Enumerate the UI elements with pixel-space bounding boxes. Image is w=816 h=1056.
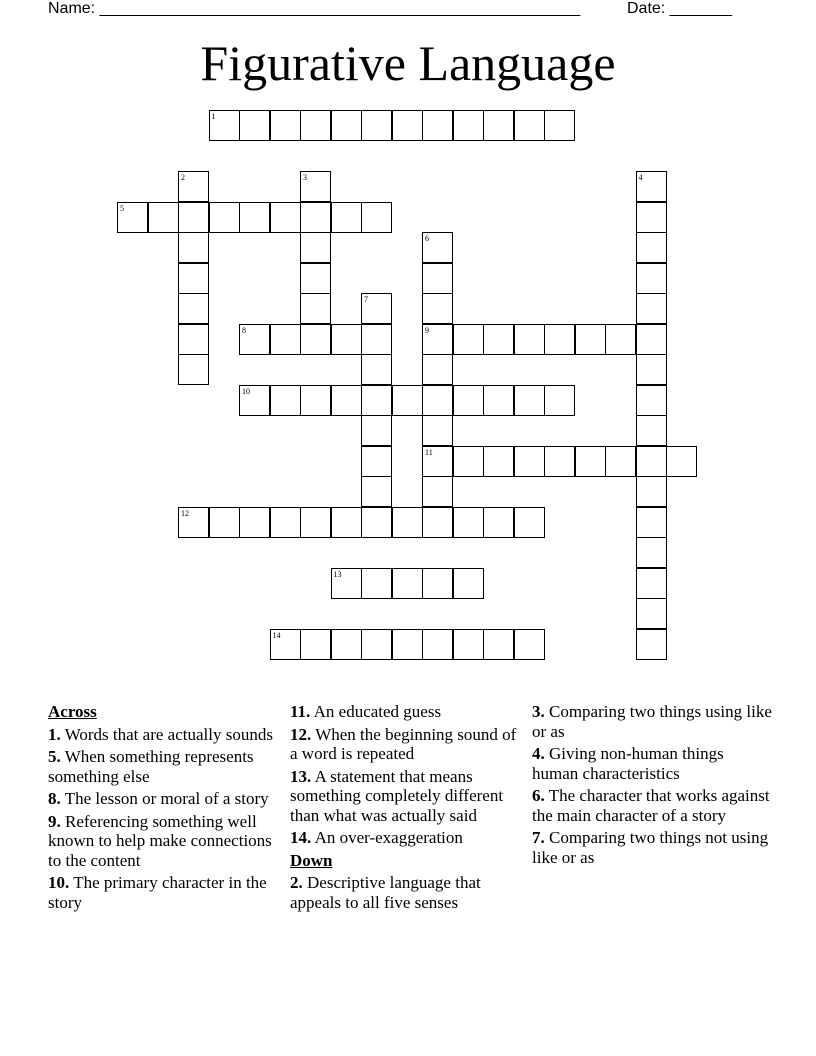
clue-number: 7. [532, 828, 545, 847]
grid-cell[interactable] [392, 568, 423, 599]
clue-number-label: 13 [333, 569, 342, 579]
grid-cell[interactable] [483, 446, 514, 477]
grid-cell[interactable] [331, 507, 362, 538]
grid-cell[interactable] [544, 110, 575, 141]
grid-cell[interactable] [422, 263, 453, 294]
grid-cell[interactable] [361, 354, 392, 385]
clue-across-11 [290, 702, 528, 722]
clue-text: Giving non-human things human characteristics [532, 744, 724, 783]
clue-across-9 [48, 812, 284, 871]
clue-number: 3. [532, 702, 545, 721]
grid-cell[interactable] [300, 263, 331, 294]
clue-number: 2. [290, 873, 303, 892]
clue-down-7 [532, 828, 772, 867]
grid-cell[interactable] [209, 110, 240, 141]
clue-number-label: 12 [181, 508, 189, 518]
grid-cell[interactable] [331, 110, 362, 141]
clue-text: When the beginning sound of a word is repeated [290, 724, 517, 763]
grid-cell[interactable] [422, 354, 453, 385]
grid-cell[interactable] [300, 507, 331, 538]
grid-cell[interactable] [361, 293, 392, 324]
clue-number: 9. [48, 811, 61, 831]
clue-across-8 [48, 789, 284, 809]
grid-cell[interactable] [422, 476, 453, 507]
grid-cell[interactable] [483, 324, 514, 355]
clue-number: 5. [48, 747, 61, 766]
grid-cell[interactable] [239, 385, 270, 416]
grid-cell[interactable] [361, 629, 392, 660]
clue-number: 8. [48, 789, 61, 808]
clue-number-label: 3 [303, 173, 307, 182]
grid-cell[interactable] [392, 629, 423, 660]
clue-text: Comparing two things not using like or as [532, 828, 769, 867]
clue-number: 10. [48, 873, 70, 892]
grid-cell[interactable] [178, 354, 209, 385]
grid-cell[interactable] [575, 324, 606, 355]
grid-cell[interactable] [636, 446, 667, 477]
clue-text: The primary character in the story [48, 873, 267, 912]
grid-cell[interactable] [392, 110, 423, 141]
grid-cell[interactable] [453, 507, 484, 538]
grid-cell[interactable] [422, 507, 453, 538]
grid-cell[interactable] [300, 110, 331, 141]
across-heading: Across [48, 702, 97, 721]
clue-down-6 [532, 786, 772, 825]
clue-number-label: 4 [638, 173, 643, 182]
clue-text: Descriptive language that appeals to all five senses [290, 873, 481, 912]
clue-number: 13. [290, 766, 312, 786]
grid-cell[interactable] [544, 385, 575, 416]
clue-text: The lesson or moral of a story [64, 789, 269, 808]
grid-cell[interactable] [636, 415, 667, 446]
grid-cell[interactable] [666, 446, 697, 477]
grid-cell[interactable] [422, 324, 453, 355]
clue-number-label: 7 [364, 295, 368, 304]
grid-cell[interactable] [178, 232, 209, 263]
grid-cell[interactable] [178, 171, 209, 202]
grid-cell[interactable] [636, 324, 667, 355]
clue-number: 11. [290, 702, 311, 721]
grid-cell[interactable] [331, 629, 362, 660]
grid-cell[interactable] [422, 568, 453, 599]
down-heading: Down [290, 850, 333, 870]
page-title: Figurative Language [200, 35, 616, 91]
clue-down-3 [532, 702, 772, 741]
grid-cell[interactable] [422, 415, 453, 446]
clue-column-2 [290, 702, 528, 915]
clue-down-2 [290, 873, 528, 912]
grid-cell[interactable] [453, 385, 484, 416]
grid-cell[interactable] [300, 293, 331, 324]
grid-cell[interactable] [636, 537, 667, 568]
grid-cell[interactable] [300, 385, 331, 416]
grid-cell[interactable] [148, 202, 179, 233]
clue-column-1 [48, 702, 284, 915]
grid-cell[interactable] [239, 202, 270, 233]
grid-cell[interactable] [514, 324, 545, 355]
grid-cell[interactable] [422, 385, 453, 416]
clue-text: The character that works against the main character of a story [532, 786, 770, 825]
clue-number-label: 1 [211, 112, 216, 121]
grid-cell[interactable] [331, 568, 362, 599]
grid-cell[interactable] [270, 202, 301, 233]
grid-cell[interactable] [453, 324, 484, 355]
grid-cell[interactable] [361, 446, 392, 477]
grid-cell[interactable] [636, 354, 667, 385]
clue-number-label: 14 [272, 630, 281, 640]
grid-cell[interactable] [483, 507, 514, 538]
grid-cell[interactable] [270, 507, 301, 538]
clue-text: Comparing two things using like or as [532, 702, 772, 741]
date-field-line: Date: _______ [627, 0, 732, 17]
clue-number: 4. [532, 744, 545, 763]
grid-cell[interactable] [483, 385, 514, 416]
grid-cell[interactable] [422, 446, 453, 477]
grid-cell[interactable] [239, 110, 270, 141]
grid-cell[interactable] [117, 202, 148, 233]
grid-cell[interactable] [636, 202, 667, 233]
grid-cell[interactable] [422, 110, 453, 141]
clue-number-label: 10 [242, 386, 250, 396]
name-field-line: Name: ______________________________________________________ [48, 0, 581, 17]
clue-across-10 [48, 873, 284, 912]
grid-cell[interactable] [361, 324, 392, 355]
clue-text: Words that are actually sounds [64, 724, 273, 744]
grid-cell[interactable] [270, 629, 301, 660]
clue-column-3 [532, 702, 772, 870]
grid-cell[interactable] [636, 598, 667, 629]
grid-cell[interactable] [361, 385, 392, 416]
grid-cell[interactable] [453, 446, 484, 477]
grid-cell[interactable] [636, 476, 667, 507]
grid-cell[interactable] [636, 293, 667, 324]
grid-cell[interactable] [361, 415, 392, 446]
clue-text: A statement that means something completely different than what was actually said [290, 766, 504, 825]
grid-cell[interactable] [636, 171, 667, 202]
clue-number-label: 9 [425, 325, 429, 335]
grid-cell[interactable] [270, 110, 301, 141]
grid-cell[interactable] [331, 324, 362, 355]
grid-cell[interactable] [300, 629, 331, 660]
grid-cell[interactable] [636, 232, 667, 263]
grid-cell[interactable] [605, 324, 636, 355]
grid-cell[interactable] [422, 293, 453, 324]
grid-cell[interactable] [514, 629, 545, 660]
clue-across-1 [48, 725, 284, 745]
grid-cell[interactable] [239, 507, 270, 538]
clue-text: An educated guess [313, 702, 442, 721]
grid-cell[interactable] [209, 507, 240, 538]
grid-cell[interactable] [300, 232, 331, 263]
grid-cell[interactable] [300, 171, 331, 202]
grid-cell[interactable] [361, 202, 392, 233]
grid-cell[interactable] [483, 629, 514, 660]
grid-cell[interactable] [392, 507, 423, 538]
clue-number-label: 8 [242, 325, 246, 335]
grid-cell[interactable] [361, 568, 392, 599]
clue-number: 1. [48, 724, 61, 744]
clue-number-label: 11 [425, 447, 433, 457]
grid-cell[interactable] [239, 324, 270, 355]
grid-cell[interactable] [270, 385, 301, 416]
grid-cell[interactable] [361, 476, 392, 507]
grid-cell[interactable] [514, 110, 545, 141]
grid-cell[interactable] [331, 202, 362, 233]
grid-cell[interactable] [636, 507, 667, 538]
grid-cell[interactable] [514, 446, 545, 477]
grid-cell[interactable] [178, 293, 209, 324]
grid-cell[interactable] [514, 385, 545, 416]
clue-across-5 [48, 747, 284, 786]
grid-cell[interactable] [605, 446, 636, 477]
clue-across-12 [290, 725, 528, 764]
grid-cell[interactable] [300, 202, 331, 233]
grid-cell[interactable] [422, 629, 453, 660]
clue-number: 6. [532, 786, 545, 805]
grid-cell[interactable] [575, 446, 606, 477]
clue-text: Referencing something well known to help make connections to the content [48, 811, 272, 870]
grid-cell[interactable] [544, 446, 575, 477]
grid-cell[interactable] [453, 629, 484, 660]
grid-cell[interactable] [361, 507, 392, 538]
grid-cell[interactable] [270, 324, 301, 355]
clue-number-label: 6 [425, 234, 429, 243]
grid-cell[interactable] [453, 110, 484, 141]
grid-cell[interactable] [636, 385, 667, 416]
grid-cell[interactable] [331, 385, 362, 416]
grid-cell[interactable] [178, 507, 209, 538]
clue-down-4 [532, 744, 772, 783]
clue-across-13 [290, 767, 528, 826]
grid-cell[interactable] [636, 568, 667, 599]
grid-cell[interactable] [361, 110, 392, 141]
grid-cell[interactable] [453, 568, 484, 599]
clue-number: 14. [290, 828, 312, 847]
clue-number-label: 5 [120, 203, 124, 213]
grid-cell[interactable] [392, 385, 423, 416]
grid-cell[interactable] [636, 629, 667, 660]
clue-text: An over-exaggeration [314, 828, 463, 847]
grid-cell[interactable] [483, 110, 514, 141]
grid-cell[interactable] [514, 507, 545, 538]
grid-cell[interactable] [300, 324, 331, 355]
grid-cell[interactable] [544, 324, 575, 355]
grid-cell[interactable] [178, 324, 209, 355]
clue-number: 12. [290, 724, 312, 744]
clue-text: When something represents something else [48, 747, 254, 786]
grid-cell[interactable] [209, 202, 240, 233]
grid-cell[interactable] [422, 232, 453, 263]
grid-cell[interactable] [178, 263, 209, 294]
clue-across-14 [290, 828, 528, 848]
grid-cell[interactable] [636, 263, 667, 294]
grid-cell[interactable] [178, 202, 209, 233]
clue-number-label: 2 [181, 173, 185, 182]
